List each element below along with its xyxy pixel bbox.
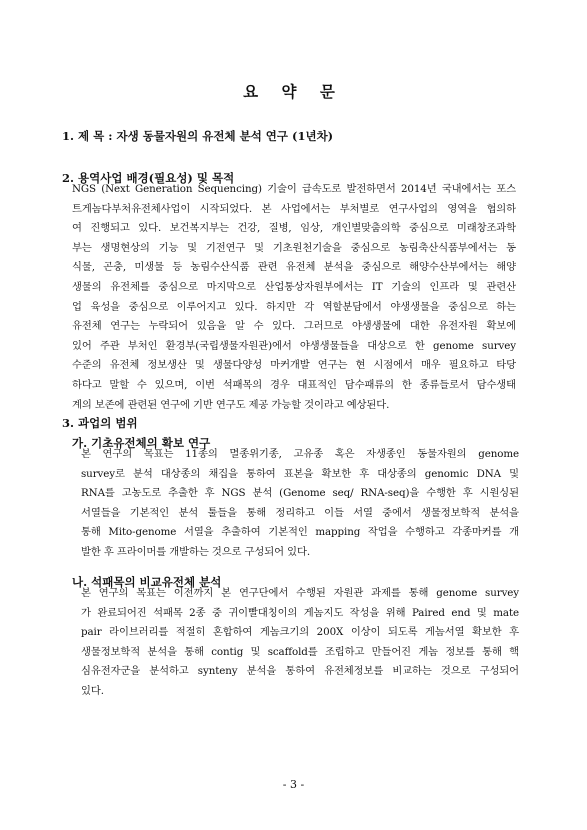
paragraph-line: 식물, 곤충, 미생물 등 농림수산식품 관련 유전체 분석을 중심으로 해양수산부에서는 해양 — [72, 261, 516, 274]
paragraph-line: NGS (Next Generation Sequencing) 기술이 급속도로 발전하면서 2014년 국내에서는 포스 — [72, 183, 516, 195]
paragraph-line: 부는 생명현상의 기능 및 기전연구 및 기초원천기술을 중심으로 농림축산식품부에서는 동 — [72, 241, 516, 254]
section-3-heading: 3. 과업의 범위 — [62, 416, 138, 430]
paragraph-line: 생물의 유전체를 중심으로 마지막으로 산업통상자원부에서는 IT 기술의 인프라 및 관련산 — [72, 280, 516, 293]
page-title: 요 약 문 — [243, 82, 344, 101]
section-2-heading: 2. 용역사업 배경(필요성) 및 목적 — [62, 171, 235, 185]
paragraph-line: 가 완료되어진 석패목 2종 중 귀이빨대칭이의 게놈지도 작성을 위해 Paired end 및 mate — [81, 606, 519, 619]
paragraph-line: 유전체 연구는 누락되어 있음을 알 수 있다. 그러므로 야생생물에 대한 유전자원 확보에 — [72, 320, 516, 333]
paragraph-line: 계의 보존에 관련된 연구에 기반 연구도 제공 가능할 것이라고 예상된다. — [72, 398, 390, 411]
paragraph-line: 서열들을 기본적인 분석 툴들을 통해 정리하고 이들 서열 중에서 생물정보학적 분석을 — [81, 506, 519, 519]
paragraph-line: 발한 후 프라이머를 개발하는 것으로 구성되어 있다. — [81, 545, 310, 558]
section-3a-heading: 가. 기초유전체의 확보 연구 — [72, 436, 211, 450]
page-number: - 3 - — [282, 778, 305, 791]
paragraph-line: pair 라이브러리를 적절히 혼합하여 게놈크기의 200X 이상이 되도록 게놈서열 확보한 후 — [81, 626, 519, 639]
paragraph-line: 통해 Mito-genome 서열을 추출하여 기본적인 mapping 작업을 수행하고 각종마커를 개 — [81, 526, 519, 539]
section-1-heading: 1. 제 목 : 자생 동물자원의 유전체 분석 연구 (1년차) — [62, 129, 334, 143]
section-3a-paragraph — [81, 445, 519, 563]
paragraph-line: survey로 분석 대상종의 채집을 통하여 표본을 확보한 후 대상종의 genomic DNA 및 — [81, 467, 519, 480]
paragraph-line: 트게놈다부처유전체사업이 시작되었다. 본 사업에서는 부처별로 연구사업의 영역을 협의하 — [72, 202, 516, 215]
paragraph-line: RNA를 고농도로 추출한 후 NGS 분석 (Genome seq/ RNA-seq)을 수행한 후 시원싱된 — [81, 487, 519, 500]
section-2-paragraph — [72, 180, 516, 415]
paragraph-line: 여 진행되고 있다. 보건복지부는 건강, 질병, 임상, 개인별맞춤의학 중심으로 미래창조과학 — [72, 222, 516, 235]
paragraph-line: 본 연구의 목표는 11종의 멸종위기종, 고유종 혹은 자생종인 동물자원의 genome — [81, 448, 519, 460]
section-3b-paragraph — [81, 584, 519, 702]
paragraph-line: 본 연구의 목표는 이전까지 본 연구단에서 수행된 자원관 과제를 통해 genome survey — [81, 587, 519, 599]
paragraph-line: 심유전자군을 분석하고 synteny 분석을 통하여 유전체정보를 비교하는 것으로 구성되어 — [81, 665, 519, 678]
paragraph-line: 하다고 말할 수 있으며, 이번 석패목의 경우 대표적인 담수패류의 한 종류들로서 담수생태 — [72, 378, 516, 391]
paragraph-line: 수준의 유전체 정보생산 및 생물다양성 마커개발 연구는 현 시점에서 매우 필요하고 타당 — [72, 359, 516, 372]
paragraph-line: 있다. — [81, 684, 104, 697]
paragraph-line: 업 육성을 중심으로 이루어지고 있다. 하지만 각 역할분담에서 야생생물을 중심으로 하는 — [72, 300, 516, 313]
paragraph-line: 있어 주관 부처인 환경부(국립생물자원관)에서 야생생물들을 대상으로 한 genome survey — [72, 339, 516, 352]
paragraph-line: 생물정보학적 분석을 통해 contig 및 scaffold를 조립하고 만들어진 게놈 정보를 통해 핵 — [81, 645, 519, 658]
section-3b-heading: 나. 석패목의 비교유전체 분석 — [72, 575, 222, 589]
